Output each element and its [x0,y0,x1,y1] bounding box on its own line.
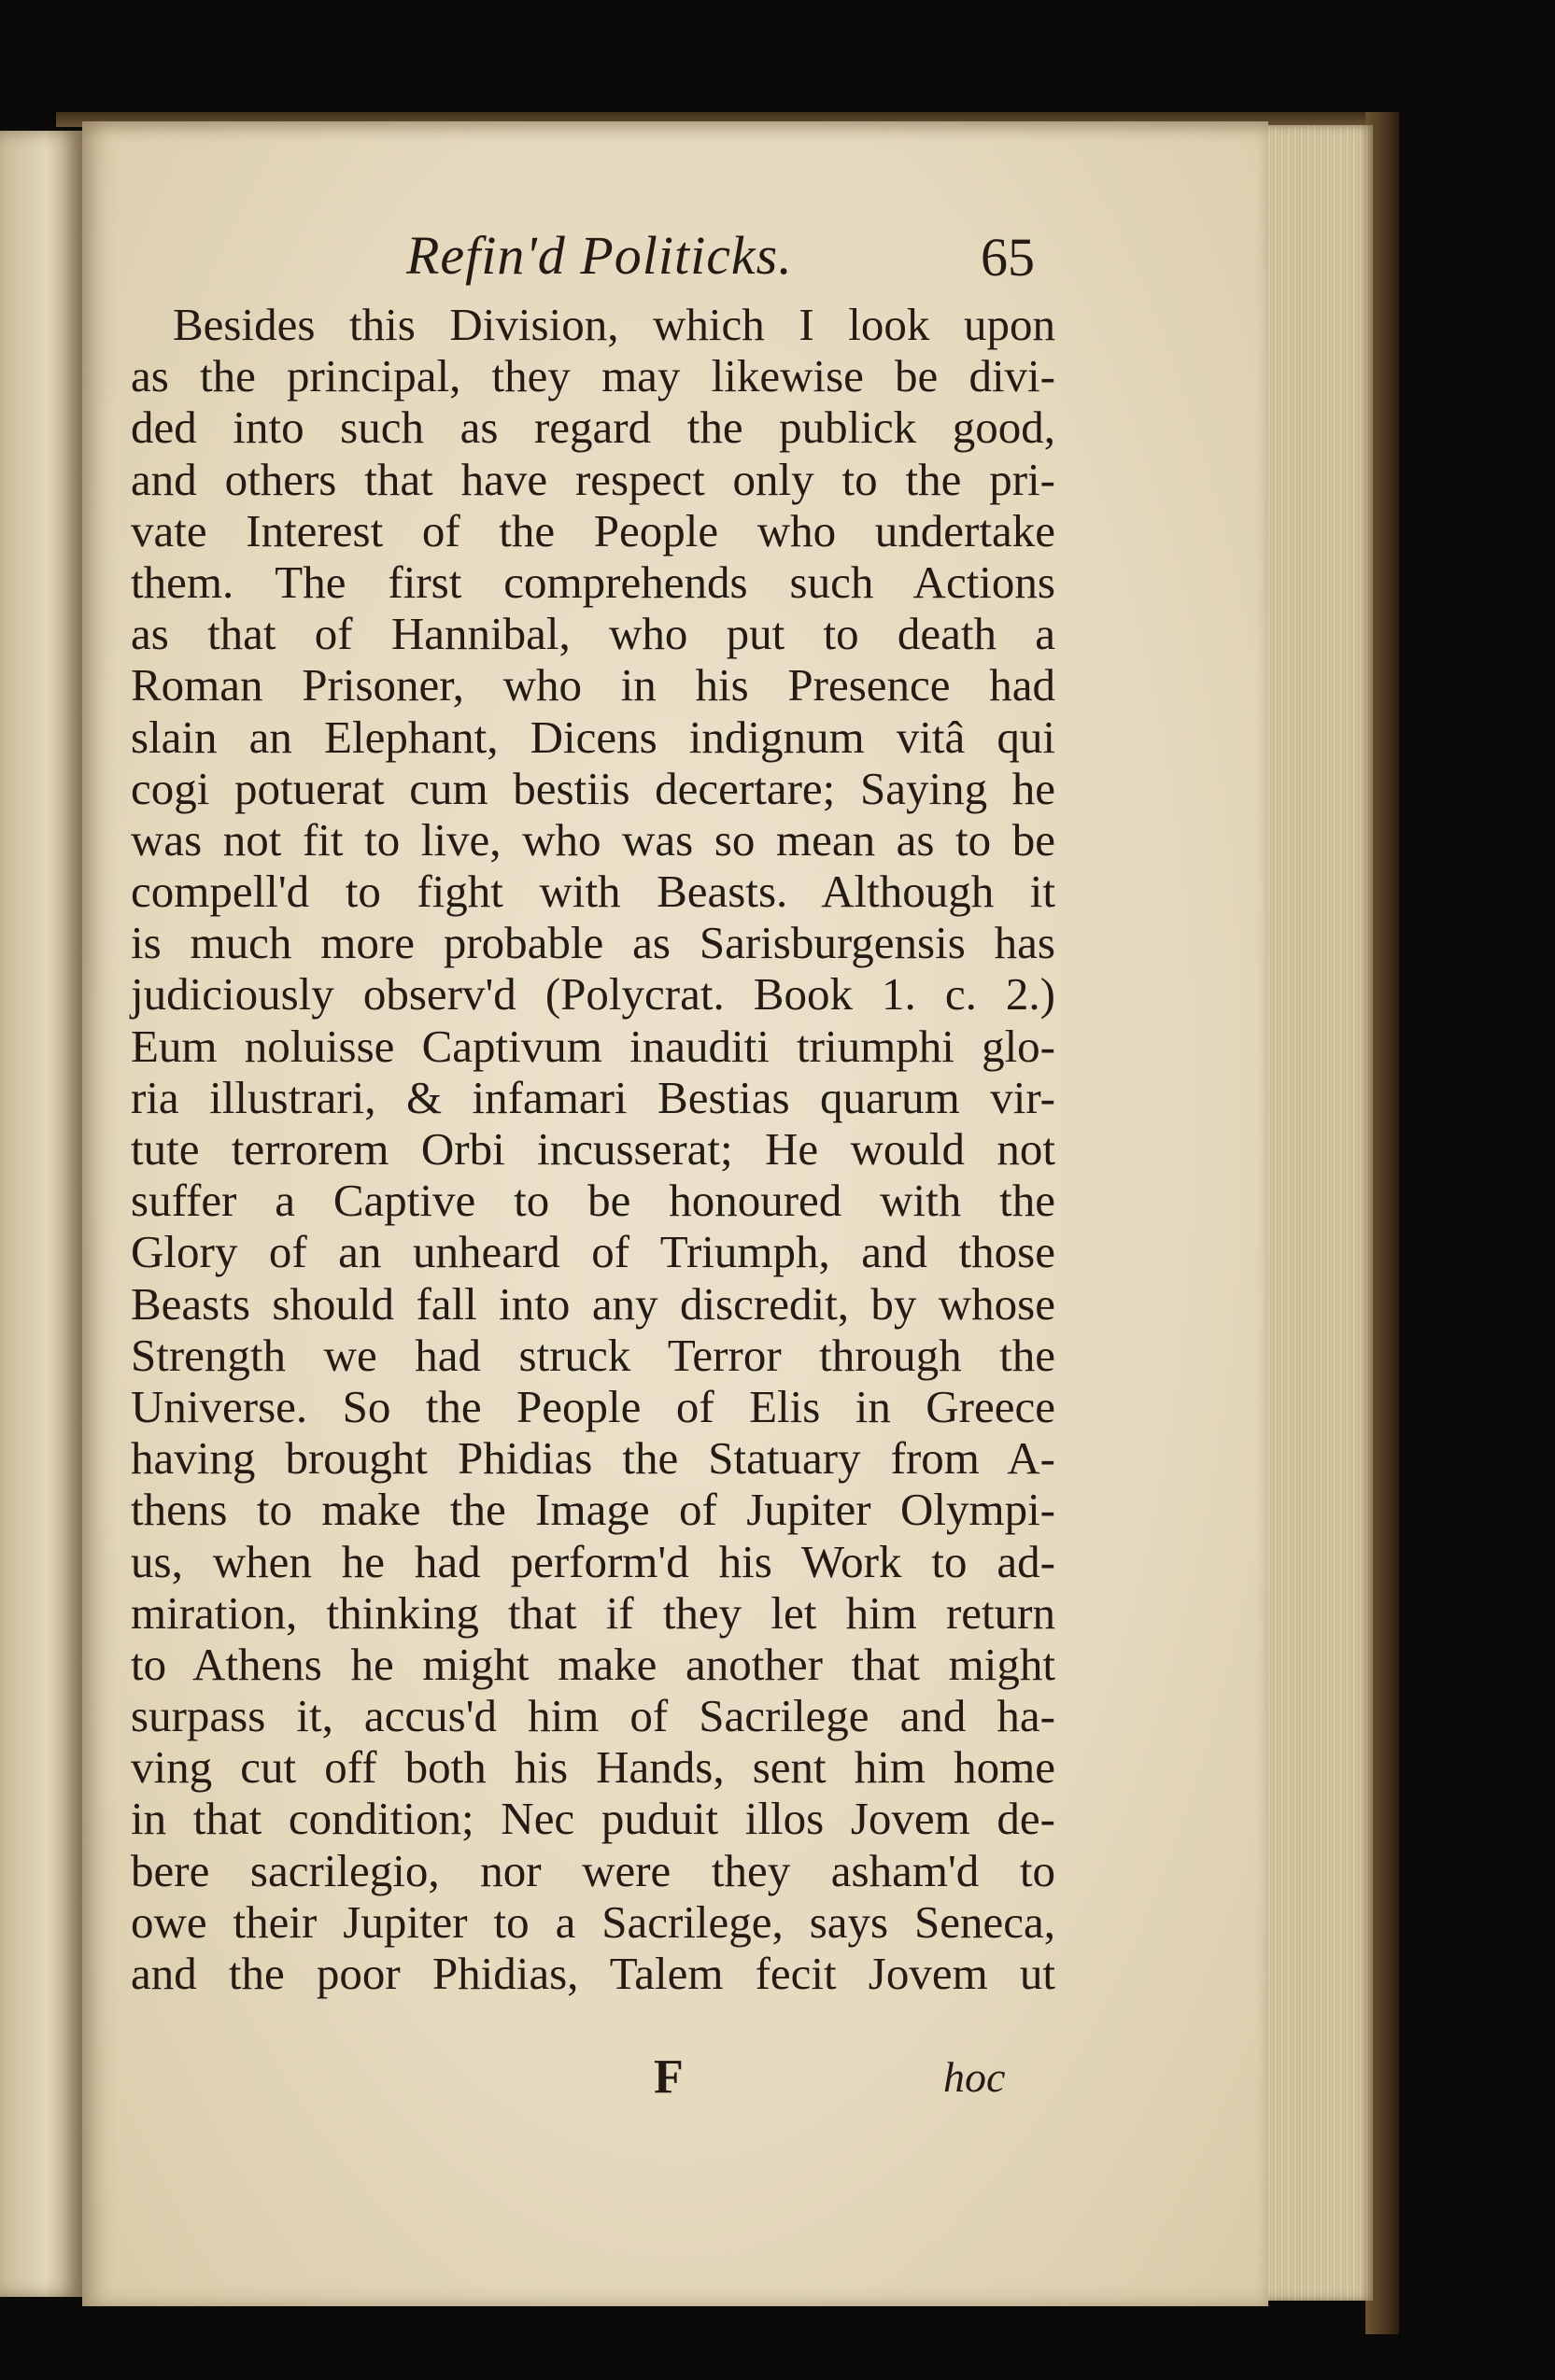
text-line: suffer a Captive to be honoured with the [131,1175,1055,1227]
text-line: ria illustrari, & infamari Bestias quarum vir- [131,1071,1055,1123]
running-head [131,224,1065,289]
text-line: cogi potuerat cum bestiis decertare; Saying he [131,762,1055,814]
catchword: hoc [943,2053,1006,2101]
text-line: vate Interest of the People who undertake [131,504,1055,556]
text-line: them. The first comprehends such Actions [131,556,1055,608]
text-line: as that of Hannibal, who put to death a [131,608,1055,660]
text-line: tute terrorem Orbi incusserat; He would not [131,1123,1055,1175]
text-line: us, when he had perform'd his Work to ad- [131,1535,1055,1587]
text-line: in that condition; Nec puduit illos Jovem de- [131,1793,1055,1845]
text-line: bere sacrilegio, nor were they asham'd to [131,1844,1055,1896]
text-line: having brought Phidias the Statuary from A- [131,1432,1055,1485]
running-title: Refin'd Politicks. [406,225,793,286]
text-line: Roman Prisoner, who in his Presence had [131,659,1055,711]
text-line: Eum noluisse Captivum inauditi triumphi glo- [131,1020,1055,1072]
page-edges [1251,125,1373,2301]
text-line: miration, thinking that if they let him return [131,1586,1055,1639]
left-page-edge [0,131,82,2297]
text-line: and the poor Phidias, Talem fecit Jovem ut [131,1948,1055,1999]
text-line: ving cut off both his Hands, sent him home [131,1741,1055,1794]
text-line: was not fit to live, who was so mean as to be [131,813,1055,866]
text-line: thens to make the Image of Jupiter Olympi- [131,1484,1055,1536]
text-line: as the principal, they may likewise be divi- [131,350,1055,402]
text-line: owe their Jupiter to a Sacrilege, says Seneca, [131,1895,1055,1948]
text-line: Besides this Division, which I look upon [173,299,1055,350]
page-number: 65 [981,227,1035,288]
signature-mark: F [654,2050,684,2104]
text-line: surpass it, accus'd him of Sacrilege and ha- [131,1690,1055,1742]
text-line: Glory of an unheard of Triumph, and those [131,1226,1055,1278]
text-line: to Athens he might make another that might [131,1638,1055,1690]
text-line: slain an Elephant, Dicens indignum vitâ qui [131,711,1055,763]
text-line: Beasts should fall into any discredit, by whose [131,1277,1055,1330]
text-line: judiciously observ'd (Polycrat. Book 1. c. 2.) [131,968,1055,1021]
text-line: ded into such as regard the publick good, [131,401,1055,454]
text-line: Strength we had struck Terror through the [131,1329,1055,1381]
text-line: and others that have respect only to the pri- [131,453,1055,505]
text-line: Universe. So the People of Elis in Greece [131,1380,1055,1432]
body-text [131,299,1055,1999]
text-line: compell'd to fight with Beasts. Although it [131,866,1055,918]
text-line: is much more probable as Sarisburgensis has [131,917,1055,969]
